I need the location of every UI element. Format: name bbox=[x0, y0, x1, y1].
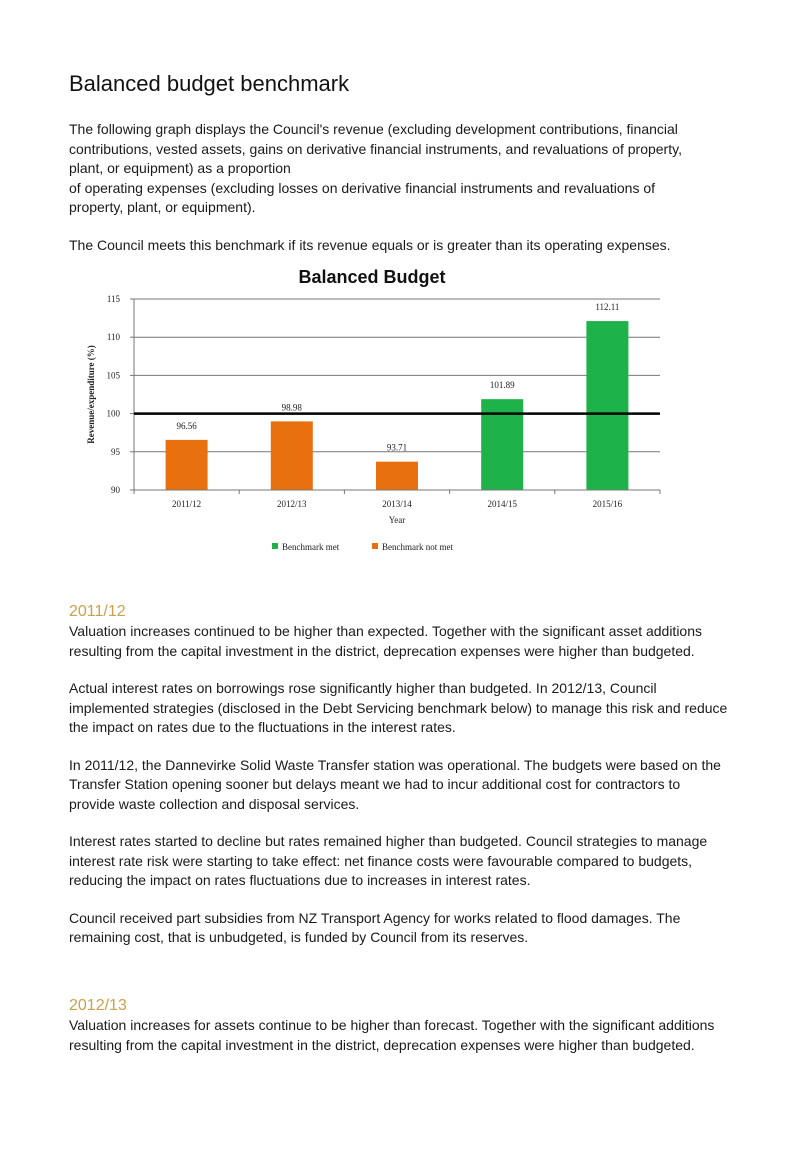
bar bbox=[166, 440, 208, 490]
section-2011-12 bbox=[69, 602, 729, 948]
intro-line: of operating expenses (excluding losses on derivative financial instruments and revaluations of bbox=[69, 179, 656, 196]
bar bbox=[376, 462, 418, 490]
section-paragraph: Actual interest rates on borrowings rose significantly higher than budgeted. In 2012/13, Council implemented strategies (disclosed in the Debt Servicing benchmark below) to manage this risk and reduce the impact on rates due to the fluctuations in the interest rates. bbox=[69, 680, 728, 735]
data-label: 98.98 bbox=[281, 402, 302, 413]
y-tick-label: 95 bbox=[111, 446, 120, 457]
data-label: 96.56 bbox=[176, 420, 197, 431]
legend-swatch bbox=[272, 543, 278, 549]
intro-line: plant, or equipment) as a proportion bbox=[69, 160, 291, 176]
chart-title: Balanced Budget bbox=[298, 267, 446, 287]
section-paragraph: Valuation increases continued to be higher than expected. Together with the significant asset additions resulting from the capital investment in the district, deprecation expenses were higher than budgeted. bbox=[69, 623, 703, 659]
y-tick-label: 110 bbox=[106, 332, 120, 343]
x-tick-label: 2015/16 bbox=[592, 499, 623, 509]
intro-line: contributions, vested assets, gains on derivative financial instruments, and revaluations of property, bbox=[69, 140, 682, 157]
balanced-budget-chart bbox=[82, 262, 682, 562]
section-paragraph: Council received part subsidies from NZ Transport Agency for works related to flood damages. The remaining cost, that is unbudgeted, is funded by Council from its reserves. bbox=[69, 909, 681, 945]
page-title: Balanced budget benchmark bbox=[69, 71, 350, 96]
x-tick-label: 2014/15 bbox=[487, 499, 517, 509]
section-2012-13 bbox=[69, 996, 729, 1055]
x-axis-label: Year bbox=[388, 515, 406, 525]
section-heading: 2012/13 bbox=[69, 997, 127, 1014]
data-label: 101.89 bbox=[489, 380, 515, 391]
x-tick-label: 2012/13 bbox=[277, 499, 307, 509]
section-paragraph: In 2011/12, the Dannevirke Solid Waste Transfer station was operational. The budgets were based on the Transfer Station opening sooner but delays meant we had to incur additional cost for contractors to provide waste collection and disposal services. bbox=[69, 756, 721, 812]
legend-label: Benchmark met bbox=[282, 542, 340, 552]
chart-svg bbox=[82, 262, 682, 562]
y-tick-label: 90 bbox=[111, 485, 120, 495]
section-heading: 2011/12 bbox=[69, 603, 126, 620]
data-label: 93.71 bbox=[386, 442, 408, 453]
bar bbox=[586, 321, 628, 490]
section-paragraph: Valuation increases for assets continue to be higher than forecast. Together with the significant additions resulting from the capital investment in the district, deprecation expenses were higher than budgeted. bbox=[69, 1017, 715, 1053]
x-tick-label: 2013/14 bbox=[382, 499, 412, 509]
bar bbox=[271, 421, 313, 490]
y-tick-label: 105 bbox=[106, 370, 120, 381]
x-tick-label: 2011/12 bbox=[172, 499, 202, 509]
y-tick-label: 100 bbox=[106, 408, 120, 419]
legend-label: Benchmark not met bbox=[382, 542, 453, 552]
intro-paragraph-2: The Council meets this benchmark if its revenue equals or is greater than its operating expenses. bbox=[69, 236, 671, 253]
intro-line: The following graph displays the Council's revenue (excluding development contributions, financial bbox=[69, 121, 678, 137]
intro-paragraph-1 bbox=[69, 120, 729, 218]
y-tick-label: 115 bbox=[106, 294, 120, 304]
intro-block bbox=[69, 70, 729, 255]
intro-line: property, plant, or equipment). bbox=[69, 199, 256, 215]
legend-swatch bbox=[372, 543, 378, 549]
data-label: 112.11 bbox=[595, 302, 620, 313]
section-paragraph: Interest rates started to decline but rates remained higher than budgeted. Council strategies to manage interest rate risk were starting to take effect: net finance costs were favourable compared to budgets, reducing the impact on rates fluctuations due to increases in interest rates. bbox=[69, 833, 708, 888]
y-axis-label: Revenue/expenditure (%) bbox=[86, 345, 96, 444]
